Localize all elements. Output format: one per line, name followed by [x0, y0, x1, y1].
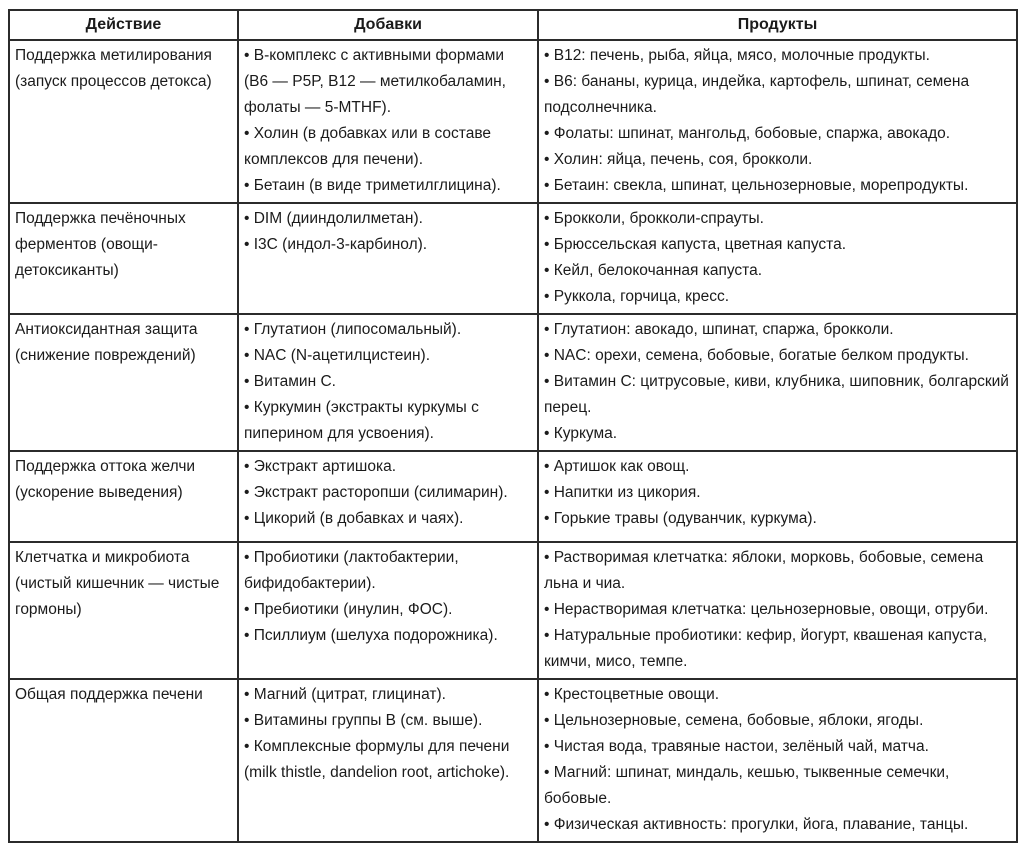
column-header-products: Продукты	[538, 10, 1017, 40]
table-body	[9, 40, 1017, 842]
column-header-action: Действие	[9, 10, 238, 40]
action-cell: Клетчатка и микробиота (чистый кишечник — чистые гормоны)	[9, 542, 238, 679]
bullet-item: • Витамины группы B (см. выше).	[244, 712, 483, 729]
bullet-item: • NAC: орехи, семена, бобовые, богатые белком продукты.	[544, 347, 969, 364]
products-cell	[538, 314, 1017, 451]
bullet-item: • Псиллиум (шелуха подорожника).	[244, 627, 498, 644]
detox-support-table	[8, 9, 1018, 843]
bullet-item: • Глутатион (липосомальный).	[244, 321, 462, 338]
bullet-item: • Цикорий (в добавках и чаях).	[244, 510, 464, 527]
bullet-item: • Нерастворимая клетчатка: цельнозерновые, овощи, отруби.	[544, 601, 989, 618]
table-row	[9, 542, 1017, 679]
bullet-item: • Руккола, горчица, кресс.	[544, 288, 730, 305]
action-cell: Поддержка метилирования (запуск процессов детокса)	[9, 40, 238, 203]
table-row	[9, 679, 1017, 842]
bullet-item: • Магний (цитрат, глицинат).	[244, 686, 446, 703]
bullet-item: • Напитки из цикория.	[544, 484, 701, 501]
supplements-cell	[238, 203, 538, 314]
bullet-item: • Горькие травы (одуванчик, куркума).	[544, 510, 817, 527]
bullet-item: • Витамин C: цитрусовые, киви, клубника, шиповник, болгарский перец.	[544, 373, 1009, 416]
bullet-item: • Брюссельская капуста, цветная капуста.	[544, 236, 847, 253]
bullet-item: • Брокколи, брокколи-спрауты.	[544, 210, 764, 227]
bullet-item: • Натуральные пробиотики: кефир, йогурт, квашеная капуста, кимчи, мисо, темпе.	[544, 627, 988, 670]
supplements-cell	[238, 542, 538, 679]
bullet-item: • Растворимая клетчатка: яблоки, морковь, бобовые, семена льна и чиа.	[544, 549, 984, 592]
bullet-item: • Магний: шпинат, миндаль, кешью, тыквенные семечки, бобовые.	[544, 764, 950, 807]
products-cell	[538, 542, 1017, 679]
bullet-item: • Бетаин (в виде триметилглицина).	[244, 177, 501, 194]
bullet-item: • Физическая активность: прогулки, йога, плавание, танцы.	[544, 816, 969, 833]
bullet-item: • Куркумин (экстракты куркумы с пиперином для усвоения).	[244, 399, 479, 442]
bullet-item: • Куркума.	[544, 425, 618, 442]
bullet-item: • Холин: яйца, печень, соя, брокколи.	[544, 151, 813, 168]
supplements-cell	[238, 451, 538, 542]
supplements-cell	[238, 679, 538, 842]
bullet-item: • B-комплекс с активными формами (B6 — P5P, B12 — метилкобаламин, фолаты — 5-MTHF).	[244, 47, 506, 116]
bullet-item: • DIM (дииндолилметан).	[244, 210, 423, 227]
bullet-item: • Чистая вода, травяные настои, зелёный чай, матча.	[544, 738, 929, 755]
bullet-item: • Глутатион: авокадо, шпинат, спаржа, брокколи.	[544, 321, 894, 338]
products-cell	[538, 451, 1017, 542]
bullet-item: • Артишок как овощ.	[544, 458, 690, 475]
bullet-item: • Кейл, белокочанная капуста.	[544, 262, 763, 279]
bullet-item: • Комплексные формулы для печени (milk thistle, dandelion root, artichoke).	[244, 738, 510, 781]
bullet-item: • Пробиотики (лактобактерии, бифидобактерии).	[244, 549, 459, 592]
bullet-item: • Холин (в добавках или в составе комплексов для печени).	[244, 125, 492, 168]
bullet-item: • Бетаин: свекла, шпинат, цельнозерновые, морепродукты.	[544, 177, 969, 194]
bullet-item: • B12: печень, рыба, яйца, мясо, молочные продукты.	[544, 47, 930, 64]
products-cell	[538, 203, 1017, 314]
bullet-item: • Экстракт расторопши (силимарин).	[244, 484, 508, 501]
bullet-item: • B6: бананы, курица, индейка, картофель, шпинат, семена подсолнечника.	[544, 73, 970, 116]
action-cell: Поддержка печёночных ферментов (овощи-детоксиканты)	[9, 203, 238, 314]
bullet-item: • Цельнозерновые, семена, бобовые, яблоки, ягоды.	[544, 712, 924, 729]
supplements-cell	[238, 40, 538, 203]
bullet-item: • Крестоцветные овощи.	[544, 686, 720, 703]
bullet-item: • Фолаты: шпинат, мангольд, бобовые, спаржа, авокадо.	[544, 125, 951, 142]
table-row	[9, 314, 1017, 451]
bullet-item: • I3C (индол-3-карбинол).	[244, 236, 428, 253]
table-header	[9, 10, 1017, 40]
table-row	[9, 203, 1017, 314]
table-row	[9, 40, 1017, 203]
table-row	[9, 451, 1017, 542]
column-header-supplements: Добавки	[238, 10, 538, 40]
header-row	[9, 10, 1017, 40]
action-cell: Антиоксидантная защита (снижение повреждений)	[9, 314, 238, 451]
products-cell	[538, 679, 1017, 842]
bullet-item: • Пребиотики (инулин, ФОС).	[244, 601, 453, 618]
bullet-item: • Экстракт артишока.	[244, 458, 397, 475]
supplements-cell	[238, 314, 538, 451]
bullet-item: • Витамин C.	[244, 373, 336, 390]
action-cell: Общая поддержка печени	[9, 679, 238, 842]
action-cell: Поддержка оттока желчи (ускорение выведения)	[9, 451, 238, 542]
products-cell	[538, 40, 1017, 203]
bullet-item: • NAC (N-ацетилцистеин).	[244, 347, 431, 364]
